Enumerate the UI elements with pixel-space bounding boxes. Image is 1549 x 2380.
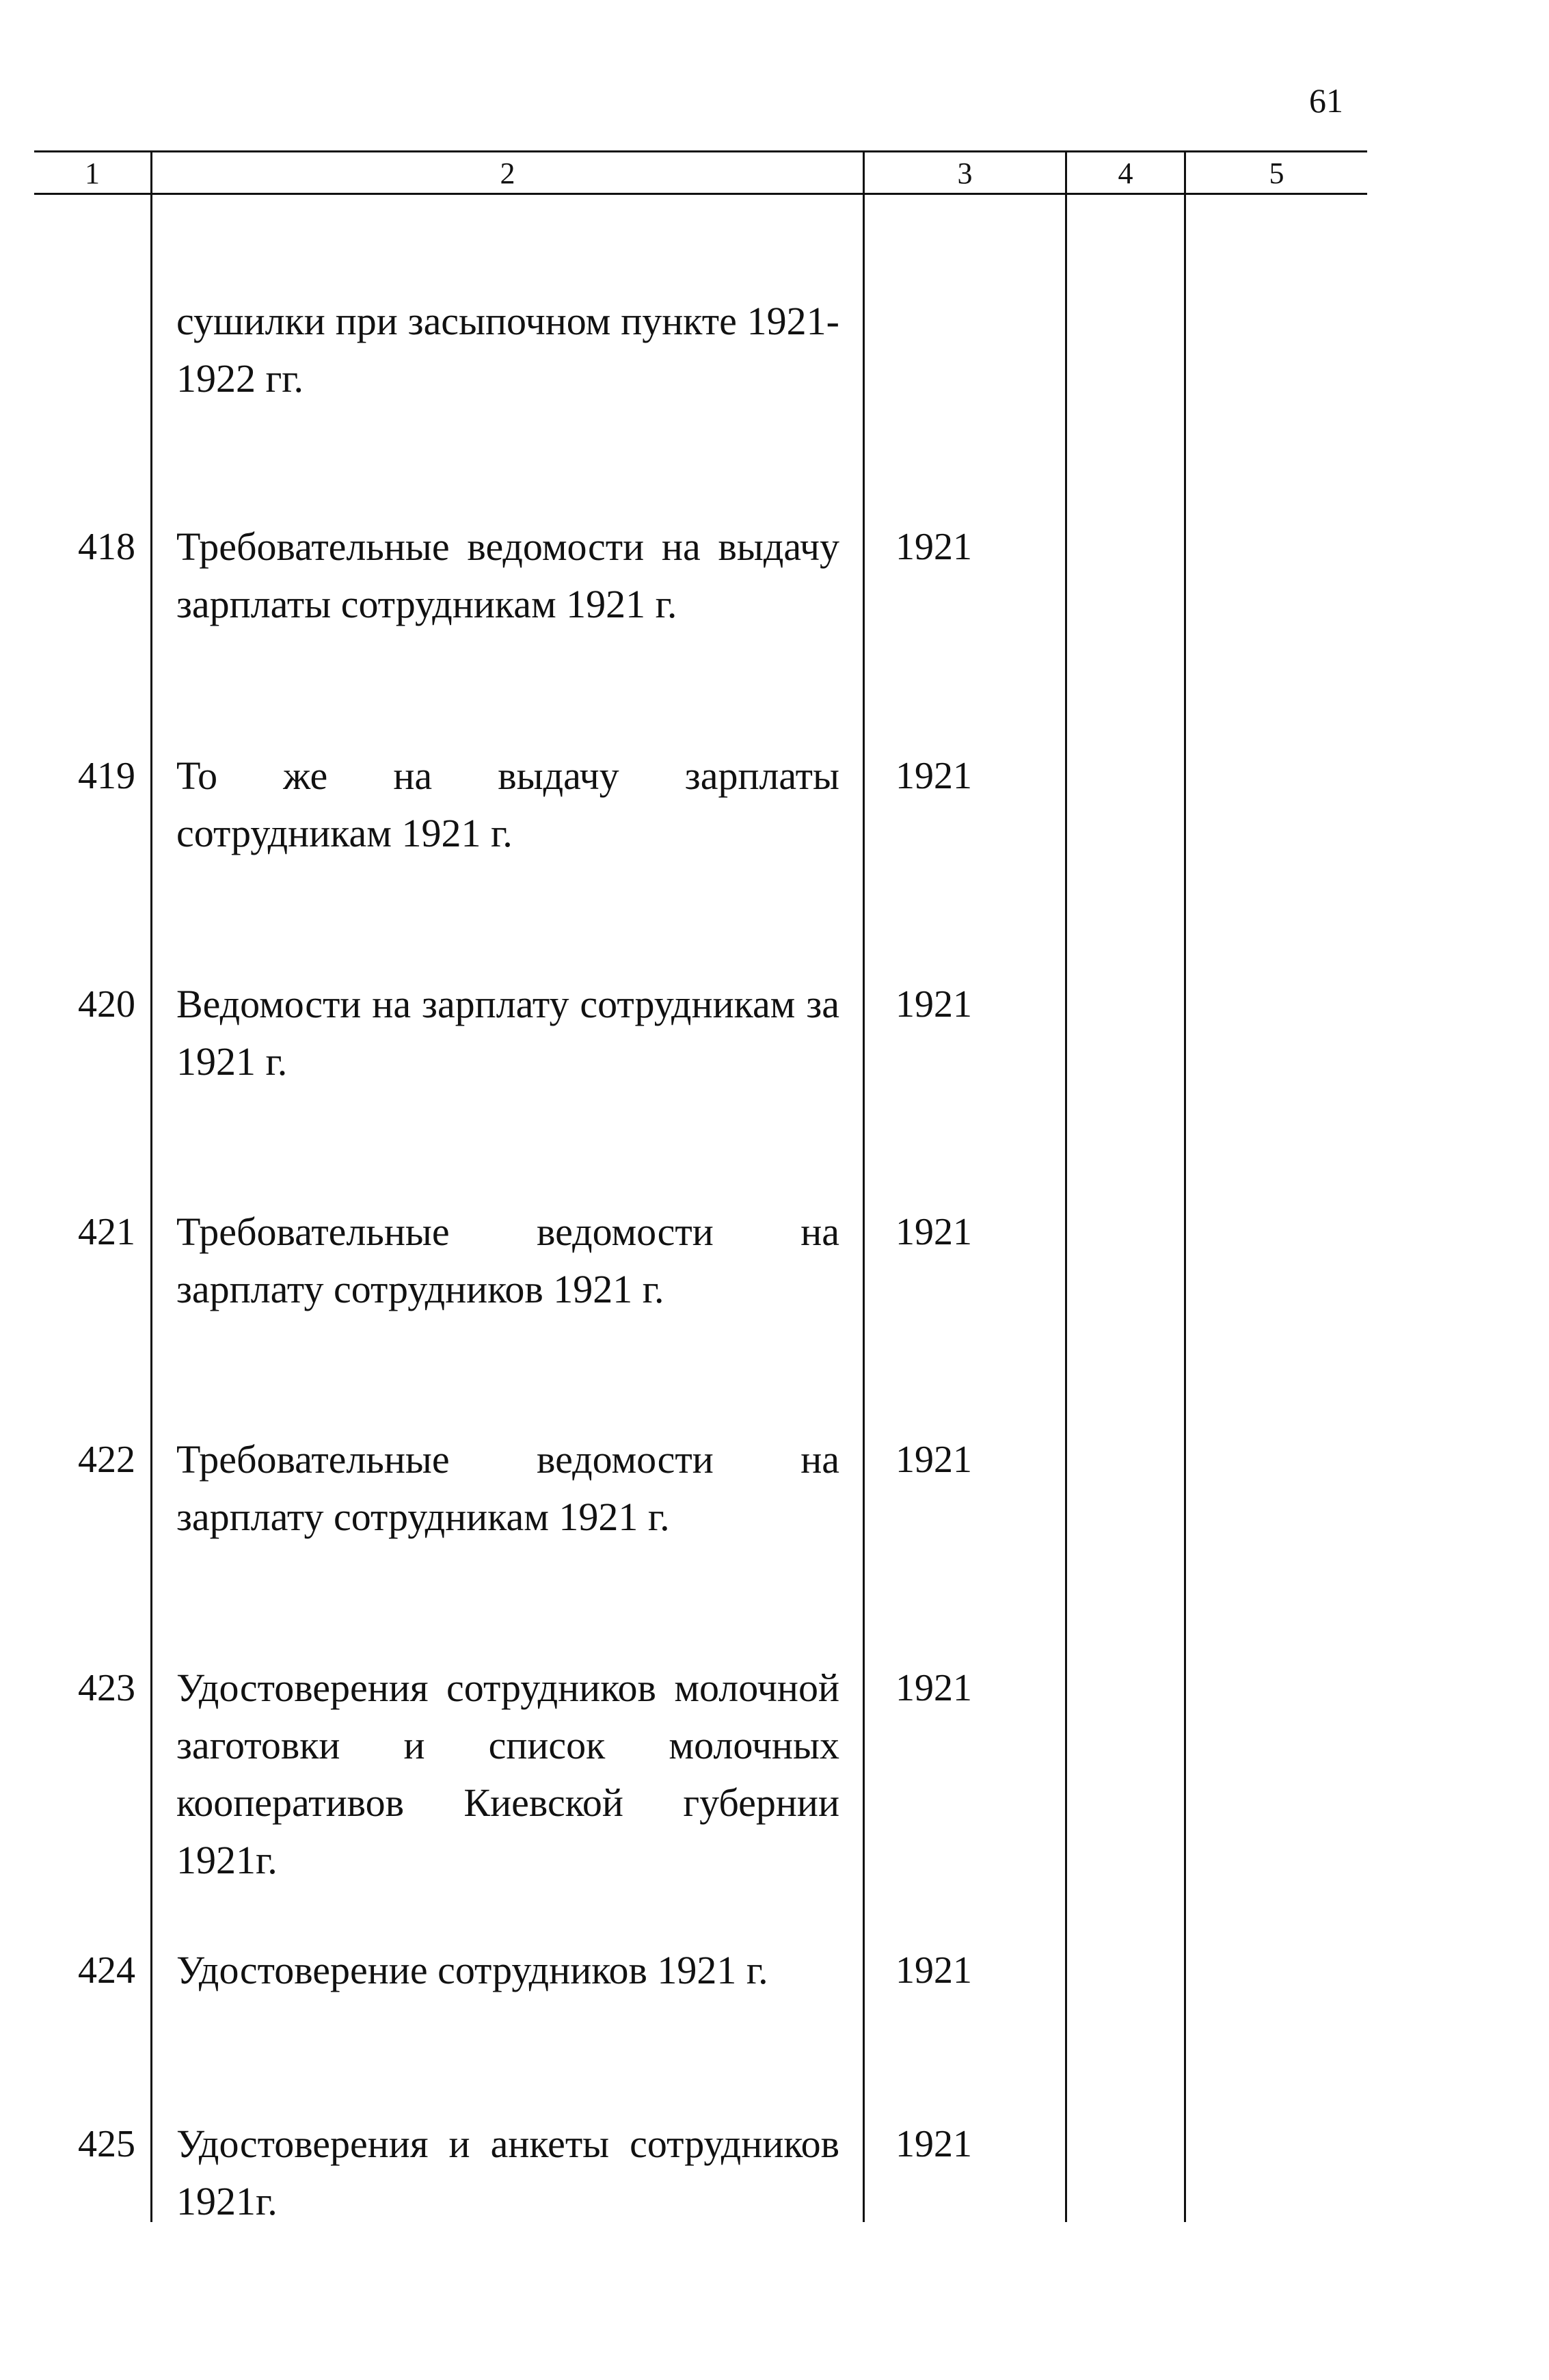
row-description: сушилки при засыпочном пункте 1921-1922 гг. <box>176 299 839 401</box>
row-number: 421 <box>78 1211 135 1253</box>
row-year: 1921 <box>895 1949 972 1992</box>
row-description: Удостоверения сотрудников молочной заготовки и список молочных кооперативов Киевской губернии 1921г. <box>176 1666 839 1882</box>
row-description: Ведомости на зарплату сотрудникам за 1921 г. <box>176 982 839 1084</box>
column-header-2: 2 <box>500 157 515 190</box>
row-year: 1921 <box>895 1667 972 1709</box>
header-top-rule <box>34 150 1367 152</box>
row-description: Удостоверения и анкеты сотрудников 1921г. <box>176 2122 839 2223</box>
row-number: 419 <box>78 755 135 797</box>
row-year: 1921 <box>895 1211 972 1253</box>
column-divider-4 <box>1184 150 1186 2222</box>
row-number: 424 <box>78 1949 135 1992</box>
row-description: Требовательные ведомости на зарплату сотрудникам 1921 г. <box>176 1437 839 1539</box>
column-header-1: 1 <box>85 157 100 190</box>
row-year: 1921 <box>895 1439 972 1481</box>
row-number: 423 <box>78 1667 135 1709</box>
row-description: Требовательные ведомости на зарплату сотрудников 1921 г. <box>176 1209 839 1311</box>
row-description: Удостоверение сотрудников 1921 г. <box>176 1948 768 1992</box>
row-year: 1921 <box>895 983 972 1026</box>
row-description: То же на выдачу зарплаты сотрудникам 1921 г. <box>176 753 839 855</box>
row-number: 418 <box>78 526 135 568</box>
row-year: 1921 <box>895 526 972 568</box>
header-bottom-rule <box>34 193 1367 195</box>
row-year: 1921 <box>895 2123 972 2165</box>
row-description: Требовательные ведомости на выдачу зарплаты сотрудникам 1921 г. <box>176 524 839 626</box>
row-number: 425 <box>78 2123 135 2165</box>
row-year: 1921 <box>895 755 972 797</box>
column-header-3: 3 <box>957 157 973 190</box>
column-header-5: 5 <box>1269 157 1284 190</box>
page-number: 61 <box>1309 81 1343 120</box>
column-divider-1 <box>150 150 152 2222</box>
row-number: 420 <box>78 983 135 1026</box>
column-divider-3 <box>1065 150 1067 2222</box>
column-header-4: 4 <box>1118 157 1133 190</box>
column-divider-2 <box>863 150 865 2222</box>
row-number: 422 <box>78 1439 135 1481</box>
